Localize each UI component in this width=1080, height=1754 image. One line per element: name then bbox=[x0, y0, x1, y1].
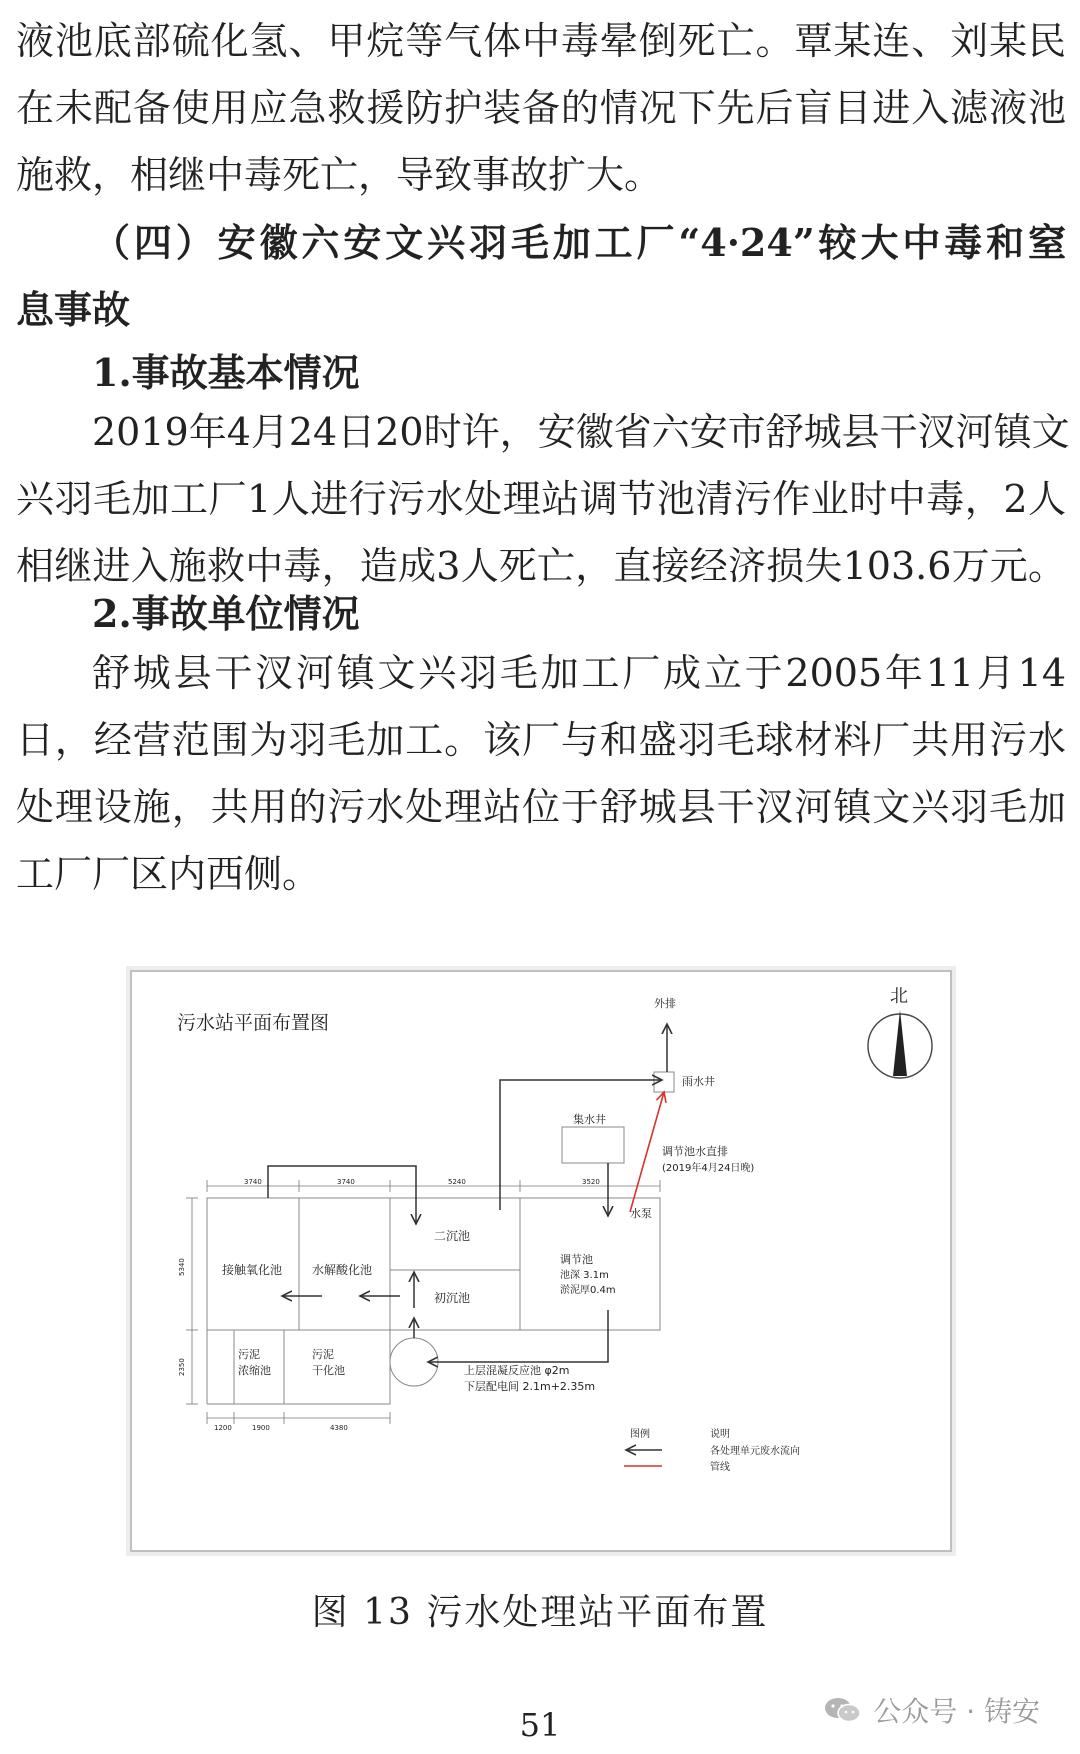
reaction-pool-label: 下层配电间 2.1m+2.35m bbox=[464, 1380, 596, 1393]
text-line: 工厂厂区内西侧。 bbox=[16, 852, 321, 896]
hydrolysis-label: 水解酸化池 bbox=[312, 1263, 373, 1277]
regulating-pool-depth: 池深 3.1m bbox=[560, 1270, 609, 1281]
dim-label: 5340 bbox=[178, 1258, 186, 1276]
sludge-drying-label: 污泥 bbox=[312, 1348, 334, 1361]
watermark-text: 公众号 · 铸安 bbox=[873, 1695, 1040, 1728]
direct-discharge-arrow bbox=[630, 1092, 664, 1212]
text-line: 日，经营范围为羽毛加工。该厂与和盛羽毛球材料厂共用污水 bbox=[16, 718, 1066, 762]
paragraph-2 bbox=[16, 399, 1070, 600]
regulating-pool-silt: 淤泥厚0.4m bbox=[560, 1285, 616, 1296]
north-compass-icon bbox=[868, 986, 932, 1078]
layout-diagram bbox=[132, 972, 950, 1550]
dim-label: 3740 bbox=[244, 1178, 262, 1186]
page-number: 51 bbox=[519, 1706, 561, 1744]
heading-line: （四）安徽六安文兴羽毛加工厂“4·24”较大中毒和窒 bbox=[92, 220, 1066, 265]
text-line: 处理设施，共用的污水处理站位于舒城县干汊河镇文兴羽毛加 bbox=[16, 785, 1066, 829]
reaction-pool-label: 上层混凝反应池 φ2m bbox=[464, 1364, 570, 1377]
secondary-settling-label: 二沉池 bbox=[434, 1229, 471, 1243]
subheading-unit-info bbox=[16, 580, 1066, 647]
subheading-basic-info bbox=[16, 339, 1066, 406]
flow-pipes bbox=[268, 1024, 667, 1362]
dim-label: 5240 bbox=[448, 1178, 466, 1186]
paragraph-3 bbox=[16, 640, 1066, 908]
dim-label: 2350 bbox=[178, 1358, 186, 1376]
text-line: 兴羽毛加工厂1人进行污水处理站调节池清污作业时中毒，2人 bbox=[16, 477, 1066, 521]
section-heading bbox=[16, 209, 1066, 343]
sludge-thickening-label: 浓缩池 bbox=[238, 1364, 271, 1377]
notes-text: 管线 bbox=[710, 1462, 730, 1473]
text-line: 液池底部硫化氢、甲烷等气体中毒晕倒死亡。覃某连、刘某民 bbox=[16, 19, 1066, 63]
figure-caption: 图 13 污水处理站平面布置 bbox=[311, 1592, 769, 1633]
notes-title: 说明 bbox=[710, 1429, 730, 1440]
subheading-text: 1.事故基本情况 bbox=[92, 350, 360, 395]
legend-title: 图例 bbox=[630, 1429, 650, 1440]
collect-well-label: 集水井 bbox=[573, 1113, 606, 1126]
dim-label: 4380 bbox=[330, 1424, 348, 1432]
direct-discharge-label: 调节池水直排 bbox=[662, 1145, 728, 1158]
pump-label: 水泵 bbox=[630, 1207, 652, 1220]
direct-discharge-date: (2019年4月24日晚) bbox=[662, 1163, 755, 1174]
north-label: 北 bbox=[890, 986, 908, 1007]
paragraph-1 bbox=[16, 8, 1066, 209]
dim-label: 1200 bbox=[214, 1424, 232, 1432]
dim-label: 3520 bbox=[582, 1178, 600, 1186]
figure-title: 污水站平面布置图 bbox=[177, 1012, 330, 1034]
regulating-pool-label: 调节池 bbox=[560, 1253, 593, 1266]
dim-label: 3740 bbox=[337, 1178, 355, 1186]
text-line: 相继进入施救中毒，造成3人死亡，直接经济损失103.6万元。 bbox=[16, 544, 1066, 588]
outfall-label: 外排 bbox=[654, 997, 676, 1010]
sludge-thickening-label: 污泥 bbox=[238, 1348, 260, 1361]
subheading-text: 2.事故单位情况 bbox=[92, 591, 360, 636]
heading-line: 息事故 bbox=[16, 287, 131, 332]
rain-well-label: 雨水井 bbox=[682, 1075, 715, 1088]
text-line: 2019年4月24日20时许，安徽省六安市舒城县干汊河镇文 bbox=[92, 410, 1070, 454]
sewage-station-layout-figure bbox=[130, 970, 952, 1552]
contact-oxidation-label: 接触氧化池 bbox=[222, 1263, 283, 1277]
primary-settling-label: 初沉池 bbox=[434, 1291, 471, 1305]
dim-label: 1900 bbox=[252, 1424, 270, 1432]
text-line: 施救，相继中毒死亡，导致事故扩大。 bbox=[16, 153, 663, 197]
text-line: 在未配备使用应急救援防护装备的情况下先后盲目进入滤液池 bbox=[16, 86, 1066, 130]
text-line: 舒城县干汊河镇文兴羽毛加工厂成立于2005年11月14 bbox=[92, 651, 1066, 695]
sludge-drying-label: 干化池 bbox=[312, 1364, 345, 1377]
notes-text: 各处理单元废水流向 bbox=[710, 1446, 800, 1457]
